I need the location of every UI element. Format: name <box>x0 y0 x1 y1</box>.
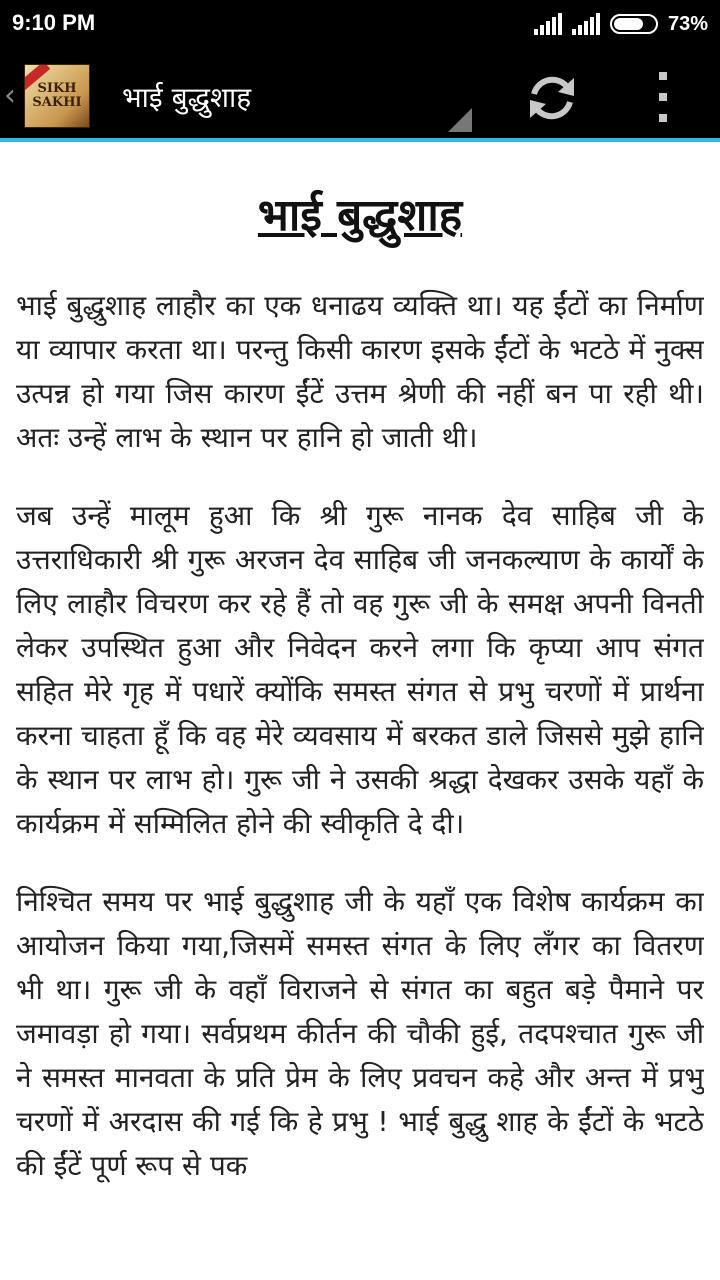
overflow-menu-dot <box>659 114 667 122</box>
status-icons <box>534 10 708 38</box>
logo-text-line1: SIKH <box>37 81 77 96</box>
action-bar-title: भाई बुद्धुशाह <box>122 81 252 114</box>
article-paragraph: भाई बुद्धुशाह लाहौर का एक धनाढय व्यक्ति था। यह ईंटों का निर्माण या व्यापार करता था। परन्तु किसी कारण इसके ईंटों के भटठे में नुक्स उत्पन्न हो गया जिस कारण ईंटें उत्तम श्रेणी की नहीं बन पा रही थी। अतः उन्हें लाभ के स्थान पर हानि हो जाती थी। <box>16 289 704 454</box>
status-bar <box>0 0 720 48</box>
up-navigation-icon[interactable]: ‹ <box>4 78 16 113</box>
logo-text-line2: SAKHI <box>32 95 82 110</box>
signal-icon <box>534 13 562 35</box>
battery-icon <box>610 14 658 34</box>
overflow-menu-icon <box>659 72 667 80</box>
app-logo[interactable] <box>24 64 90 128</box>
signal-icon <box>572 13 600 35</box>
overflow-menu-button[interactable] <box>646 72 680 122</box>
action-bar <box>0 48 720 142</box>
refresh-icon <box>524 70 580 126</box>
status-time: 9:10 PM <box>12 10 96 35</box>
article-title: भाई बुद्धुशाह <box>257 190 463 241</box>
article-paragraph: जब उन्हें मालूम हुआ कि श्री गुरू नानक देव साहिब जी के उत्तराधिकारी श्री गुरू अरजन देव साहिब जी जनकल्याण के कार्यों के लिए लाहौर विचरण कर रहे हैं तो वह गुरू जी के समक्ष अपनी विनती लेकर उपस्थित हुआ और निवेदन करने लगा कि कृप्या आप संगत सहित मेरे गृह में पधारें क्योंकि समस्त संगत से प्रभु चरणों में प्रार्थना करना चाहता हूँ कि वह मेरे व्यवसाय में बरकत डाले जिससे मुझे हानि के स्थान पर लाभ हो। गुरू जी ने उसकी श्रद्धा देखकर उसके यहाँ के कार्यक्रम में सम्मिलित होने की स्वीकृति दे दी। <box>16 499 704 840</box>
refresh-button[interactable] <box>524 70 580 126</box>
spinner-corner-indicator <box>448 108 472 132</box>
battery-percent: 73% <box>667 12 708 35</box>
overflow-menu-dot <box>659 93 667 101</box>
article-paragraph: निश्चित समय पर भाई बुद्धुशाह जी के यहाँ एक विशेष कार्यक्रम का आयोजन किया गया,जिसमें समस्त संगत के लिए लँगर का वितरण भी था। गुरू जी के वहाँ विराजने से संगत का बहुत बड़े पैमाने पर जमावड़ा हो गया। सर्वप्रथम कीर्तन की चौकी हुई, तदपश्चात गुरू जी ने समस्त मानवता के प्रति प्रेम के लिए प्रवचन कहे और अन्त में प्रभु चरणों में अरदास की गई कि हे प्रभु ! भाई बुद्धु शाह के ईंटों के भटठे की ईंटें पूर्ण रूप से पक <box>16 885 704 1182</box>
article-content[interactable] <box>16 142 704 1280</box>
